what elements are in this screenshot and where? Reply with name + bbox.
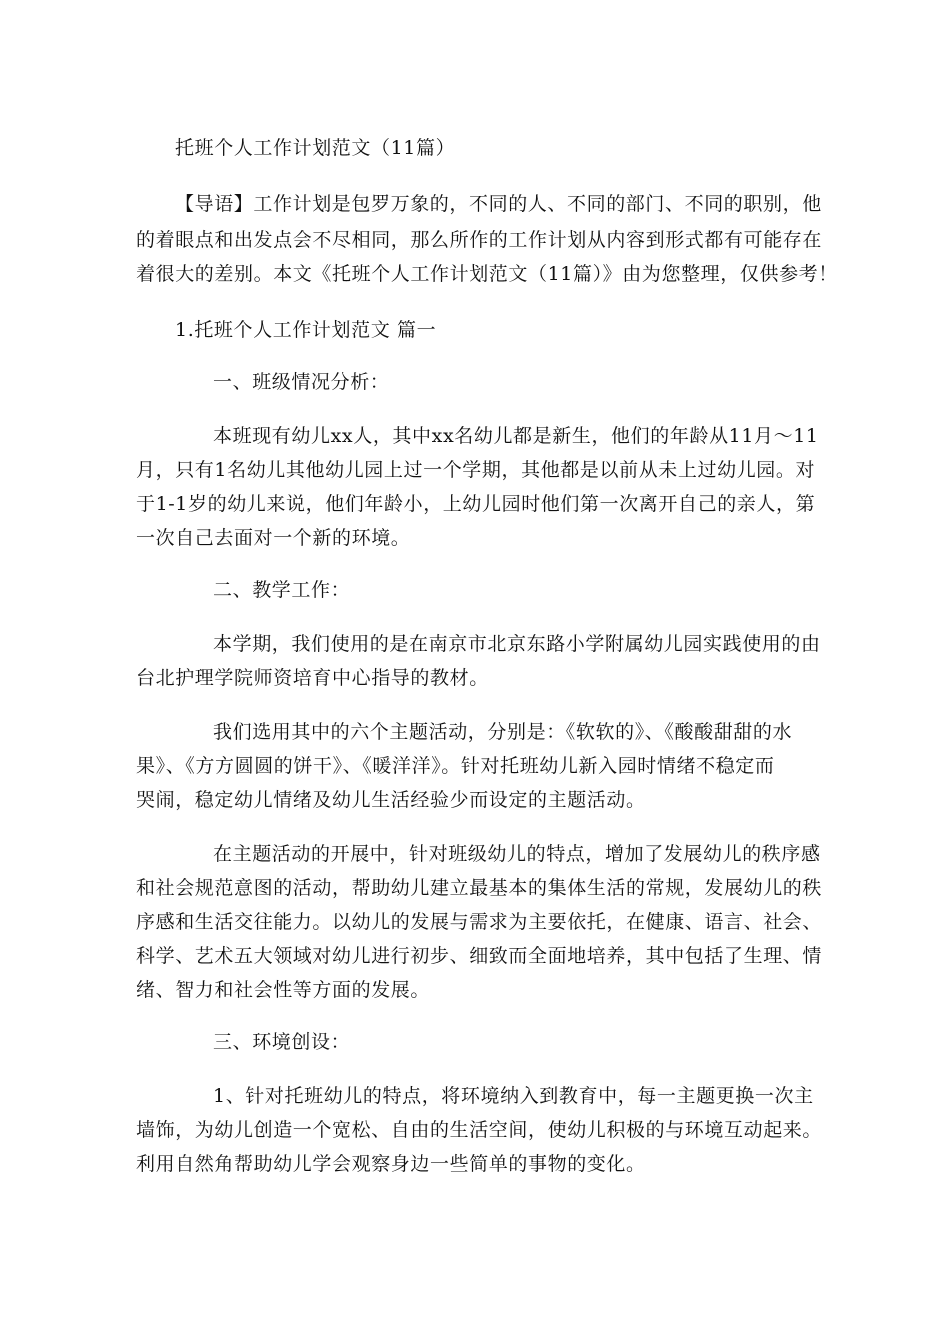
paragraph-line: 本班现有幼儿xx人，其中xx名幼儿都是新生，他们的年龄从11月～11 [213, 425, 819, 447]
paragraph-line: 1、针对托班幼儿的特点，将环境纳入到教育中，每一主题更换一次主 [213, 1085, 814, 1107]
document-title: 托班个人工作计划范文（11篇） [175, 137, 456, 159]
paragraph-line: 在主题活动的开展中，针对班级幼儿的特点，增加了发展幼儿的秩序感 [213, 843, 821, 865]
intro-line: 【导语】工作计划是包罗万象的，不同的人、不同的部门、不同的职别，他 [175, 193, 822, 215]
paragraph-line: 台北护理学院师资培育中心指导的教材。 [136, 667, 489, 689]
paragraph-line: 科学、艺术五大领域对幼儿进行初步、细致而全面地培养，其中包括了生理、情 [136, 945, 823, 967]
intro-line: 的着眼点和出发点会不尽相同，那么所作的工作计划从内容到形式都有可能存在 [136, 229, 823, 251]
heading-environment: 三、环境创设： [213, 1031, 351, 1053]
paragraph-line: 月，只有1名幼儿其他幼儿园上过一个学期，其他都是以前从未上过幼儿园。对 [136, 459, 816, 481]
paragraph-line: 墙饰，为幼儿创造一个宽松、自由的生活空间，使幼儿积极的与环境互动起来。 [136, 1119, 823, 1141]
paragraph-line: 我们选用其中的六个主题活动，分别是：《软软的》、《酸酸甜甜的水 [213, 721, 793, 743]
section-title: 1.托班个人工作计划范文 篇一 [175, 319, 437, 341]
paragraph-line: 本学期，我们使用的是在南京市北京东路小学附属幼儿园实践使用的由 [213, 633, 821, 655]
paragraph-line: 绪、智力和社会性等方面的发展。 [136, 979, 431, 1001]
heading-teaching-work: 二、教学工作： [213, 579, 351, 601]
paragraph-line: 序感和生活交往能力。以幼儿的发展与需求为主要依托，在健康、语言、社会、 [136, 911, 823, 933]
paragraph-line: 于1-1岁的幼儿来说，他们年龄小，上幼儿园时他们第一次离开自己的亲人，第 [136, 493, 816, 515]
paragraph-line: 哭闹，稳定幼儿情绪及幼儿生活经验少而设定的主题活动。 [136, 789, 646, 811]
paragraph-line: 利用自然角帮助幼儿学会观察身边一些简单的事物的变化。 [136, 1153, 646, 1175]
paragraph-line: 和社会规范意图的活动，帮助幼儿建立最基本的集体生活的常规，发展幼儿的秩 [136, 877, 823, 899]
paragraph-line: 一次自己去面对一个新的环境。 [136, 527, 411, 549]
intro-line: 着很大的差别。本文《托班个人工作计划范文（11篇）》由为您整理，仅供参考！ [136, 263, 838, 285]
paragraph-line: 果》、《方方圆圆的饼干》、《暖洋洋》。针对托班幼儿新入园时情绪不稳定而 [136, 755, 775, 777]
heading-class-analysis: 一、班级情况分析： [213, 371, 390, 393]
